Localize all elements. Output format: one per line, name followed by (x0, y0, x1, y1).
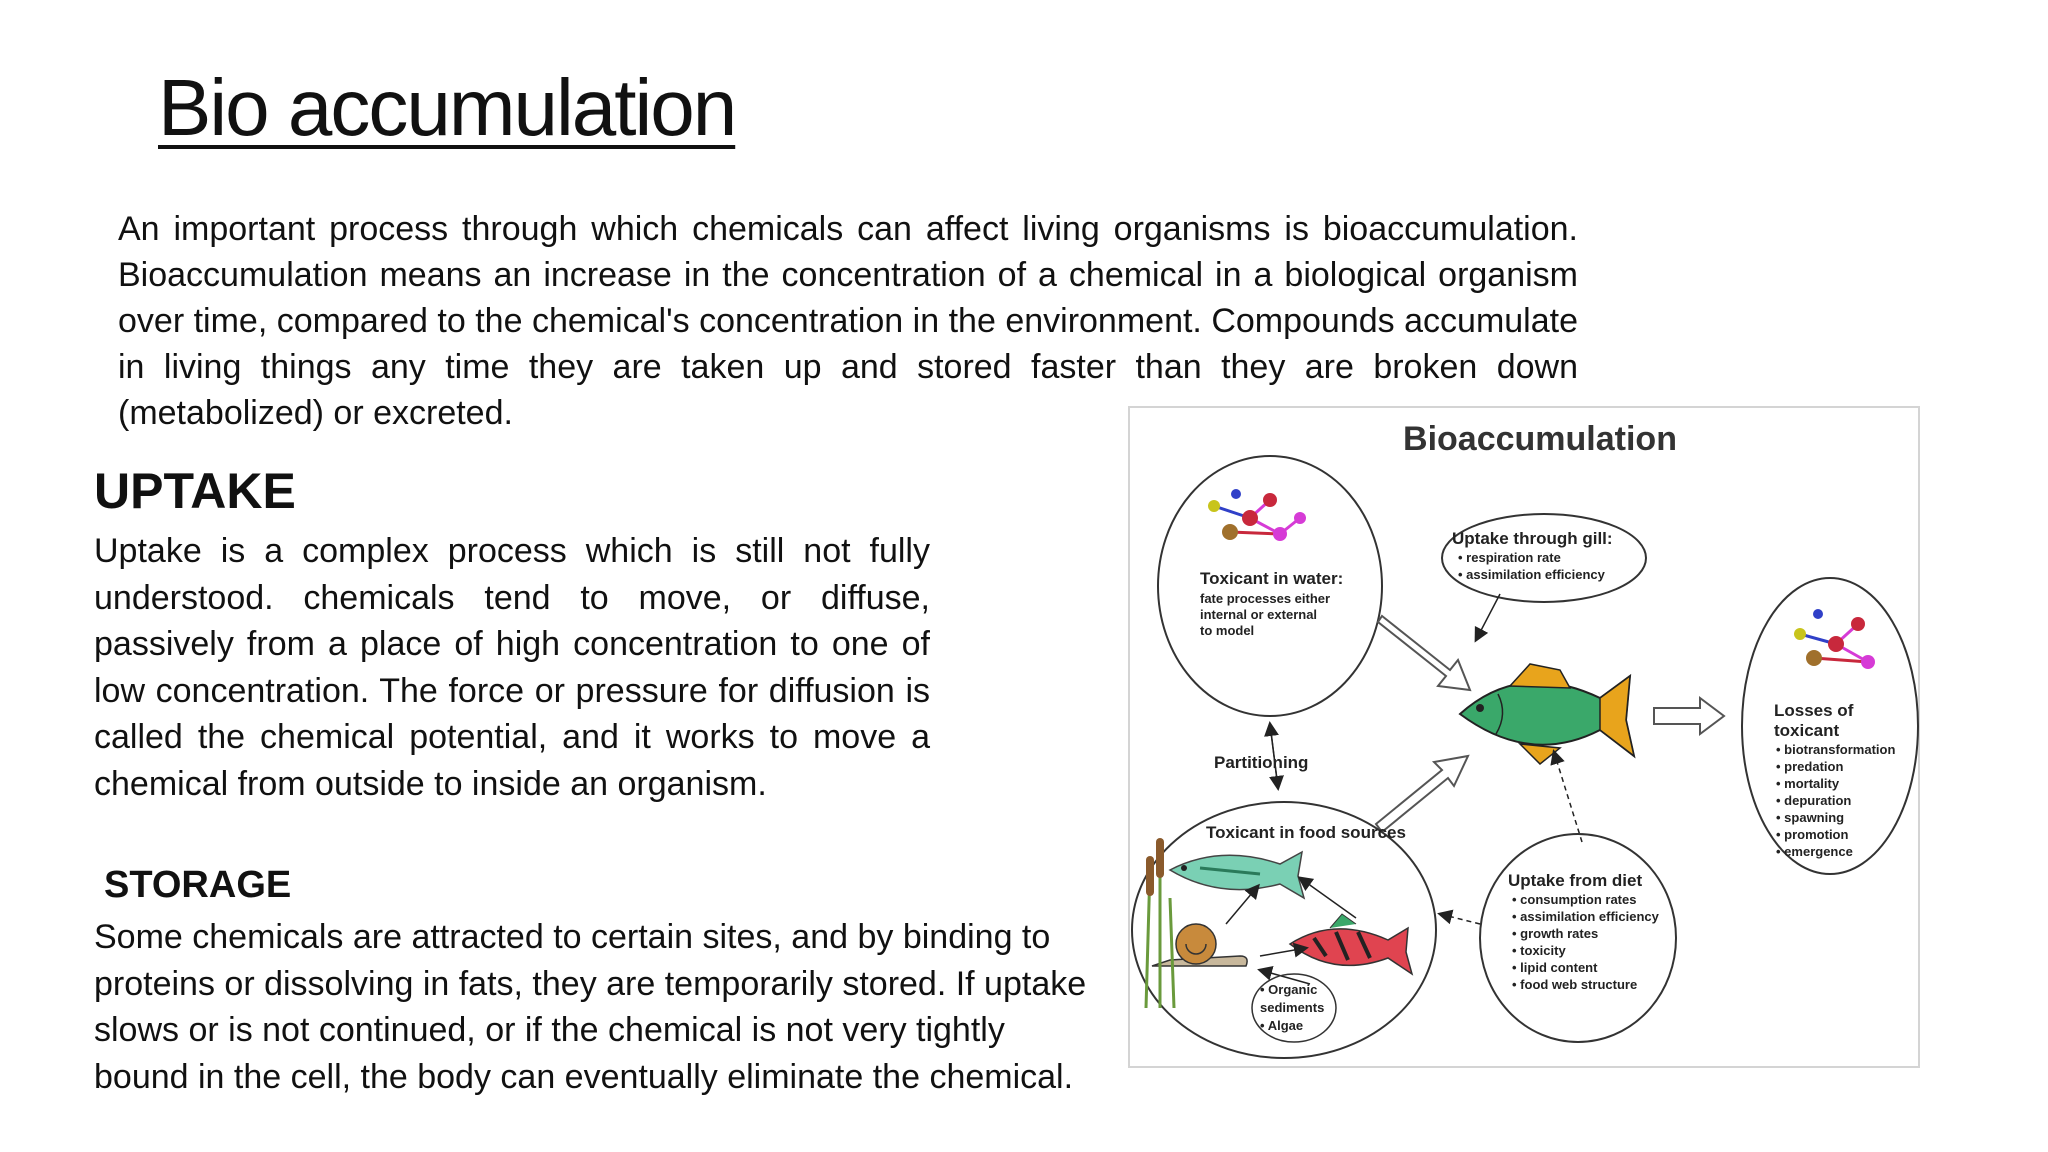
fish-icon-prey (1170, 852, 1304, 898)
gill-item: • respiration rate (1458, 550, 1561, 565)
fish-icon-loach (1290, 914, 1412, 974)
diagram-canvas (1130, 408, 1922, 1070)
gill-heading: Uptake through gill: (1452, 529, 1613, 548)
diet-item: • consumption rates (1512, 892, 1637, 907)
arrow-fish-to-losses (1654, 698, 1724, 734)
diet-item: • food web structure (1512, 977, 1638, 992)
intro-paragraph: An important process through which chemicals can affect living organisms is bioaccumulation. Bioaccumulation means an increase in the concentration of a chemical in a biological organism over time, compared to the chemical's concentration in the environment. Compounds accumulate in living things any time they are taken up and stored faster than they are broken down (metabolized) or excreted. (118, 210, 1578, 432)
water-line: internal or external (1200, 607, 1318, 622)
bioaccumulation-diagram (1128, 406, 1920, 1068)
uptake-paragraph: Uptake is a complex process which is still not fully understood. chemicals tend to move, or diffuse, passively from a place of high concentration to one of low concentration. The force or pressure for diffusion is called the chemical potential, and it works to move a chemical from outside to inside an organism. (94, 532, 930, 803)
sediment-item: • Algae (1260, 1018, 1304, 1033)
molecule-icon-water (1208, 489, 1306, 541)
diet-item: • toxicity (1512, 943, 1566, 958)
arrow-food-to-fish (1376, 756, 1468, 832)
partitioning-label: Partitioning (1214, 753, 1309, 772)
arrow-loach-to-prey (1300, 878, 1356, 918)
arrow-gill-to-fish (1476, 594, 1500, 640)
water-heading: Toxicant in water: (1200, 569, 1344, 588)
molecule-icon-losses (1794, 609, 1875, 669)
diet-heading: Uptake from diet (1508, 871, 1643, 890)
arrow-diet-to-fish (1554, 752, 1582, 842)
diagram-title: Bioaccumulation (1403, 420, 1677, 458)
cattail-plant-icon (1146, 838, 1174, 1008)
water-line: to model (1200, 623, 1255, 638)
losses-item: • emergence (1776, 844, 1853, 859)
storage-heading: STORAGE (104, 864, 292, 906)
losses-item: • predation (1776, 759, 1844, 774)
losses-item: • spawning (1776, 810, 1845, 825)
sediment-item: • Organic (1260, 982, 1318, 997)
losses-heading: Losses of (1774, 701, 1854, 720)
uptake-heading: UPTAKE (94, 463, 296, 519)
snail-icon (1152, 924, 1247, 966)
losses-heading: toxicant (1774, 721, 1840, 740)
arrow-diet-to-food (1440, 914, 1480, 924)
losses-item: • mortality (1776, 776, 1840, 791)
storage-paragraph: Some chemicals are attracted to certain sites, and by binding to proteins or dissolving in fats, they are temporarily stored. If uptake slows or is not continued, or if the chemical is not very tightly bound in the cell, the body can eventually eliminate the chemical. (94, 918, 1087, 1096)
arrow-water-to-fish (1378, 616, 1470, 690)
slide-title: Bio accumulation (158, 63, 736, 152)
gill-item: • assimilation efficiency (1458, 567, 1605, 582)
sediment-item: sediments (1260, 1000, 1325, 1015)
losses-item: • depuration (1776, 793, 1852, 808)
water-line: fate processes either (1200, 591, 1331, 606)
arrow-snail-to-prey (1226, 886, 1258, 924)
losses-item: • promotion (1776, 827, 1849, 842)
diet-item: • assimilation efficiency (1512, 909, 1659, 924)
food-heading: Toxicant in food sources (1206, 823, 1406, 842)
arrow-snail-to-loach (1260, 948, 1306, 956)
losses-item: • biotransformation (1776, 742, 1896, 757)
fish-icon-main (1460, 664, 1634, 764)
diet-item: • growth rates (1512, 926, 1599, 941)
diet-item: • lipid content (1512, 960, 1598, 975)
